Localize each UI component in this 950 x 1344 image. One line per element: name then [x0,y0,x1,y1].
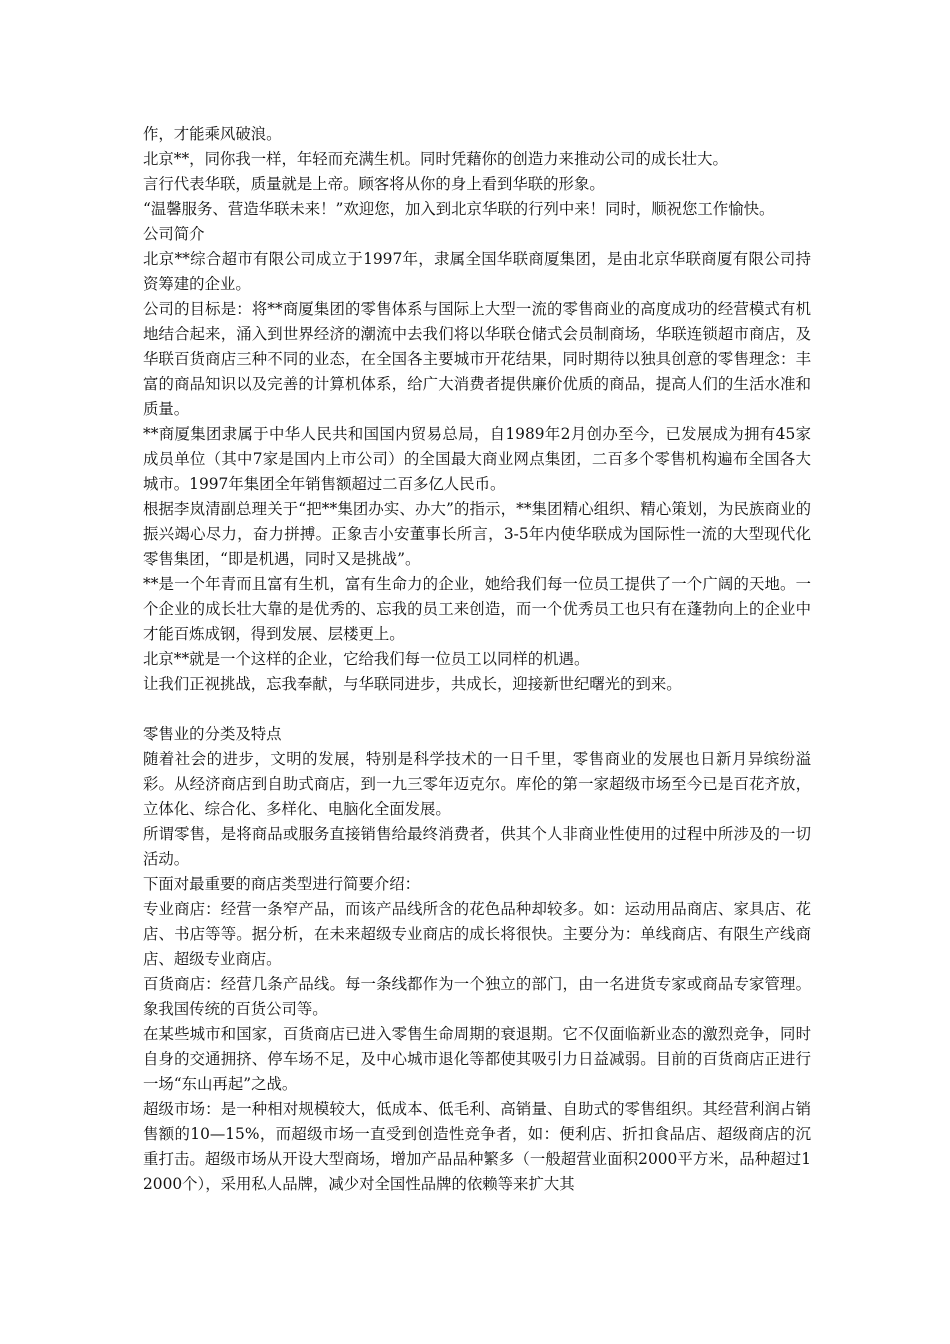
section-heading: 零售业的分类及特点 [143,725,282,743]
section-heading: 公司简介 [143,225,205,243]
paragraph: 在某些城市和国家，百货商店已进入零售生命周期的衰退期。它不仅面临新业态的激烈竞争，同时自身的交通拥挤、停车场不足，及中心城市退化等都使其吸引力日益减弱。目前的百货商店正进行一场“东山再起”之战。 [143,1025,811,1093]
blank-line [143,697,811,722]
paragraph: “温馨服务、营造华联未来！”欢迎您，加入到北京华联的行列中来！同时，顺祝您工作愉快。 [143,200,775,218]
paragraph: 公司的目标是：将**商厦集团的零售体系与国际上大型一流的零售商业的高度成功的经营模式有机地结合起来，涌入到世界经济的潮流中去我们将以华联仓储式会员制商场，华联连锁超市商店，及华联百货商店三种不同的业态，在全国各主要城市开花结果，同时期待以独具创意的零售理念：丰富的商品知识以及完善的计算机体系，给广大消费者提供廉价优质的商品，提高人们的生活水准和质量。 [143,300,811,418]
paragraph: 作，才能乘风破浪。 [143,125,282,143]
paragraph: 超级市场：是一种相对规模较大，低成本、低毛利、高销量、自助式的零售组织。其经营利润占销售额的10—15%，而超级市场一直受到创造性竞争者，如：便利店、折扣食品店、超级商店的沉重打击。超级市场从开设大型商场，增加产品品种繁多（一般超营业面积2000平方米，品种超过12000个），采用私人品牌，减少对全国性品牌的依赖等来扩大其 [143,1100,811,1193]
paragraph: 专业商店：经营一条窄产品，而该产品线所含的花色品种却较多。如：运动用品商店、家具店、花店、书店等等。据分析，在未来超级专业商店的成长将很快。主要分为：单线商店、有限生产线商店、超级专业商店。 [143,900,811,968]
paragraph: 让我们正视挑战，忘我奉献，与华联同进步，共成长，迎接新世纪曙光的到来。 [143,675,682,693]
document-body [143,122,811,1197]
paragraph: **是一个年青而且富有生机，富有生命力的企业，她给我们每一位员工提供了一个广阔的天地。一个企业的成长壮大靠的是优秀的、忘我的员工来创造，而一个优秀员工也只有在蓬勃向上的企业中才能百炼成钢，得到发展、层楼更上。 [143,575,811,643]
paragraph: 言行代表华联，质量就是上帝。顾客将从你的身上看到华联的形象。 [143,175,605,193]
paragraph: 随着社会的进步，文明的发展，特别是科学技术的一日千里，零售商业的发展也日新月异缤纷溢彩。从经济商店到自助式商店，到一九三零年迈克尔。库伦的第一家超级市场至今已是百花齐放，立体化、综合化、多样化、电脑化全面发展。 [143,750,811,818]
paragraph: 百货商店：经营几条产品线。每一条线都作为一个独立的部门，由一名进货专家或商品专家管理。象我国传统的百货公司等。 [143,975,811,1018]
paragraph: **商厦集团隶属于中华人民共和国国内贸易总局，自1989年2月创办至今，已发展成为拥有45家成员单位（其中7家是国内上市公司）的全国最大商业网点集团，二百多个零售机构遍布全国各大城市。1997年集团全年销售额超过二百多亿人民币。 [143,425,811,493]
paragraph: 下面对最重要的商店类型进行简要介绍： [143,875,421,893]
paragraph: 根据李岚清副总理关于“把**集团办实、办大”的指示，**集团精心组织、精心策划，为民族商业的振兴竭心尽力，奋力拼搏。正象吉小安董事长所言，3-5年内使华联成为国际性一流的大型现代化零售集团，“即是机遇，同时又是挑战”。 [143,500,811,568]
paragraph: 北京**，同你我一样，年轻而充满生机。同时凭藉你的创造力来推动公司的成长壮大。 [143,150,728,168]
paragraph: 北京**就是一个这样的企业，它给我们每一位员工以同样的机遇。 [143,650,590,668]
paragraph: 所谓零售，是将商品或服务直接销售给最终消费者，供其个人非商业性使用的过程中所涉及的一切活动。 [143,825,811,868]
paragraph: 北京**综合超市有限公司成立于1997年，隶属全国华联商厦集团，是由北京华联商厦有限公司持资筹建的企业。 [143,250,811,293]
